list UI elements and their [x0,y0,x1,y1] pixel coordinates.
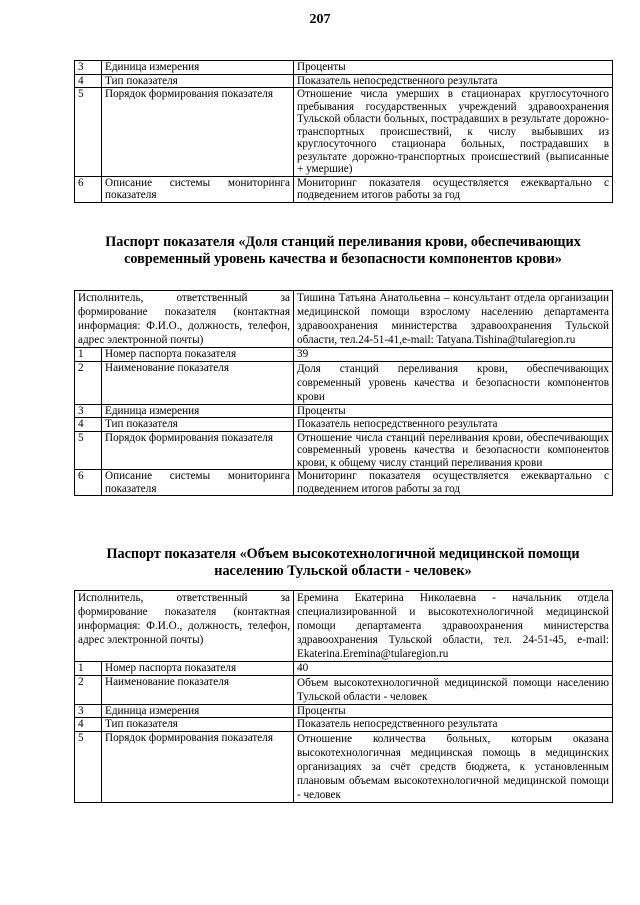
passport-table [74,590,613,803]
row-number: 2 [75,361,102,404]
executor-value: Еремина Екатерина Николаевна - начальник отдела специализированной и высокотехнологичной медицинской помощи департамента здравоохранения министерства здравоохранения Тульской области, тел. 24-51-45, e-mail: Ekaterina.Eremina@tularegion.ru [294,591,613,662]
row-value: Отношение числа станций переливания крови, обеспечивающих современный уровень качества и безопасности компонентов крови, к общему числу станций переливания крови [294,431,613,470]
row-value: Объем высокотехнологичной медицинской помощи населению Тульской области - человек [294,675,613,704]
row-number: 3 [75,704,102,718]
table-row [75,675,613,704]
row-label: Номер паспорта показателя [102,662,294,676]
row-label: Порядок формирования показателя [102,88,294,177]
row-label: Тип показателя [102,418,294,432]
row-number: 3 [75,404,102,418]
row-number: 4 [75,718,102,732]
table-row [75,74,613,88]
row-value: Проценты [294,404,613,418]
row-number: 3 [75,61,102,75]
table-row [75,431,613,470]
row-number: 5 [75,731,102,802]
table-row [75,176,613,202]
row-number: 5 [75,431,102,470]
continuation-table [74,60,613,203]
row-value: Показатель непосредственного результата [294,74,613,88]
row-value: Показатель непосредственного результата [294,418,613,432]
table-row [75,88,613,177]
row-number: 4 [75,418,102,432]
row-label: Единица измерения [102,61,294,75]
page-number: 207 [309,12,331,27]
table-row [75,470,613,496]
row-label: Порядок формирования показателя [102,731,294,802]
row-value: Проценты [294,704,613,718]
table-row [75,704,613,718]
passport-title: Паспорт показателя «Объем высокотехнологичной медицинской помощи населению Тульской области - человек» [106,546,580,579]
executor-value: Тишина Татьяна Анатольевна – консультант отдела организации медицинской помощи взрослому населению департамента здравоохранения министерства здравоохранения Тульской области, тел.24-51-41,e-mail: Tatyana.Tishina@tularegion.ru [294,291,613,348]
table-row [75,418,613,432]
row-label: Наименование показателя [102,675,294,704]
row-value: Мониторинг показателя осуществляется ежеквартально с подведением итогов работы за год [294,470,613,496]
row-number: 1 [75,662,102,676]
row-value: Отношение числа умерших в стационарах круглосуточного пребывания государственных учреждений здравоохранения Тульской области больных, пострадавших в результате дорожно-транспортных происшествий, к числу выбывших из круглосуточного стационара больных, пострадавших в результате дорожно-транспортных происшествий (выписанные + умершие) [294,88,613,177]
row-label: Тип показателя [102,718,294,732]
row-label: Номер паспорта показателя [102,348,294,362]
row-value: Показатель непосредственного результата [294,718,613,732]
row-value: Проценты [294,61,613,75]
row-number: 4 [75,74,102,88]
row-value: Доля станций переливания крови, обеспечивающих современный уровень качества и безопасности компонентов крови [294,361,613,404]
row-label: Описание системы мониторинга показателя [102,470,294,496]
table-row [75,404,613,418]
row-label: Тип показателя [102,74,294,88]
row-value: 40 [294,662,613,676]
executor-label: Исполнитель, ответственный за формирование показателя (контактная информация: Ф.И.О., должность, телефон, адрес электронной почты) [75,291,294,348]
executor-row [75,291,613,348]
passport-title: Паспорт показателя «Доля станций переливания крови, обеспечивающих современный уровень качества и безопасности компонентов крови» [105,234,581,267]
row-label: Описание системы мониторинга показателя [102,176,294,202]
executor-label: Исполнитель, ответственный за формирование показателя (контактная информация: Ф.И.О., должность, телефон, адрес электронной почты) [75,591,294,662]
table-row [75,361,613,404]
table-row [75,61,613,75]
table-row [75,348,613,362]
row-value: Отношение количества больных, которым оказана высокотехнологичная медицинская помощь в медицинских организациях за счёт средств бюджета, к установленным плановым объемам высокотехнологичной медицинской помощи - человек [294,731,613,802]
table-row [75,718,613,732]
row-label: Порядок формирования показателя [102,431,294,470]
row-value: Мониторинг показателя осуществляется ежеквартально с подведением итогов работы за год [294,176,613,202]
row-value: 39 [294,348,613,362]
row-number: 6 [75,470,102,496]
row-number: 1 [75,348,102,362]
executor-row [75,591,613,662]
row-number: 2 [75,675,102,704]
row-label: Единица измерения [102,704,294,718]
passport-table [74,290,613,496]
row-label: Наименование показателя [102,361,294,404]
row-number: 6 [75,176,102,202]
table-row [75,731,613,802]
table-row [75,662,613,676]
row-label: Единица измерения [102,404,294,418]
row-number: 5 [75,88,102,177]
